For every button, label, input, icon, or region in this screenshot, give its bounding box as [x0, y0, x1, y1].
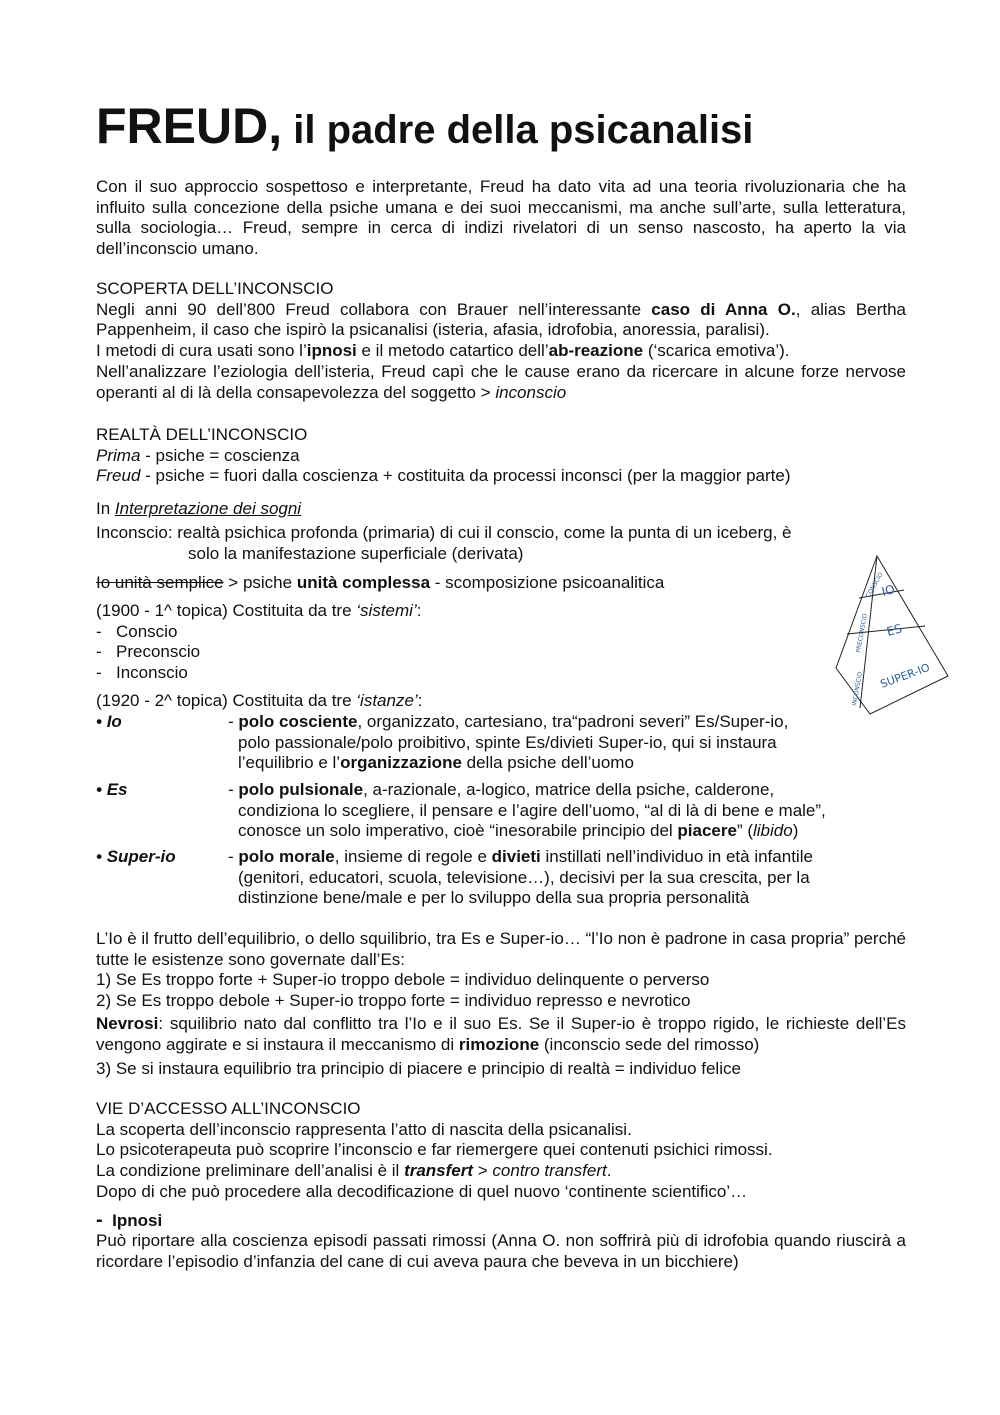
title-rest: il padre della psicanalisi — [282, 108, 754, 152]
scoperta-line-1: Negli anni 90 dell’800 Freud collabora con Brauer nell’interessante caso di Anna O., alias Bertha Pappenheim, il caso che ispirò la psicanalisi (isteria, afasia, idrofobia, anoressia, paralisi). — [96, 299, 906, 340]
section-heading: SCOPERTA DELL’INCONSCIO — [96, 279, 334, 298]
pyramid-side-conscio: CONSCIO — [864, 571, 885, 599]
interpretazione-line: In Interpretazione dei sogni — [96, 499, 302, 518]
title-main: FREUD, — [96, 98, 283, 154]
istanza-superio: • Super-io - polo morale, insieme di regole e divieti instillati nell’individuo in età infantile (genitori, educatori, scuola, televisione…), decisivi per la sua crescita, per la distinzione bene/male e per lo sviluppo della sua propria personalità — [96, 847, 813, 908]
istanza-es: • Es - polo pulsionale, a-razionale, a-logico, matrice della psiche, calderone, condiziona lo scegliere, il pensare e l’agire dell’uomo, “al di là di bene e male”, conosce un solo imperativo, cioè “inesorabile principio del piacere” (libido) — [96, 780, 826, 841]
pyramid-label-superio: SUPER-IO — [878, 660, 932, 691]
topica-1: (1900 - 1^ topica) Costituita da tre ‘sistemi’: - Conscio - Preconscio - Inconscio — [96, 601, 596, 684]
topica-2-line: (1920 - 2^ topica) Costituita da tre ‘istanze’: — [96, 691, 423, 710]
section-equilibrio: L’Io è il frutto dell’equilibrio, o dello squilibrio, tra Es e Super-io… “l’Io non è padrone in casa propria” perché tutte le esistenze sono governate dall’Es: 1) Se Es troppo forte + Super-io troppo debole = individuo delinquente o perverso 2) Se Es troppo debole + Super-io troppo forte = individuo represso e nevrotico — [96, 929, 906, 1011]
pyramid-label-io: IO — [880, 582, 897, 599]
section-heading: REALTÀ DELL’INCONSCIO — [96, 425, 308, 444]
psyche-pyramid-sketch — [830, 548, 955, 718]
intro-paragraph: Con il suo approccio sospettoso e interpretante, Freud ha dato vita ad una teoria rivoluzionaria che ha influito sulla concezione della psiche umana e dei suoi meccanismi, ma anche sull’arte, sulla letteratura, sulla sociologia… Freud, sempre in cerca di indizi rivelatori di un senso nascosto, ha aperto la via dell’inconscio umano. — [96, 177, 906, 259]
freud-line: Freud - psiche = fuori dalla coscienza + costituita da processi inconsci (per la maggior parte) — [96, 466, 791, 486]
list-item: - Conscio — [96, 621, 178, 641]
scoperta-line-3: Nell’analizzare l’eziologia dell’isteria, Freud capì che le cause erano da ricercare in alcune forze nervose operanti al di là della consapevolezza del soggetto > inconscio — [96, 361, 906, 402]
ipnosi-heading: - Ipnosi — [96, 1209, 163, 1231]
ipnosi-paragraph: Può riportare alla coscienza episodi passati rimossi (Anna O. non soffrirà più di idrofobia quando riuscirà a ricordare l’episodio d’infanzia del cane di cui aveva paura che beveva in un bicchiere) — [96, 1231, 906, 1271]
page-title — [96, 96, 753, 156]
section-scoperta — [96, 279, 906, 403]
list-item: - Inconscio — [96, 663, 188, 683]
inconscio-definition: Inconscio: realtà psichica profonda (primaria) di cui il conscio, come la punta di un iceberg, è solo la manifestazione superficiale (derivata) — [96, 523, 792, 563]
section-heading: VIE D’ACCESSO ALL’INCONSCIO — [96, 1099, 361, 1118]
list-item: - Preconscio — [96, 642, 201, 662]
nevrosi-paragraph: Nevrosi: squilibrio nato dal conflitto tra l’Io e il suo Es. Se il Super-io è troppo rigido, le richieste dell’Es vengono aggirate e si instaura il meccanismo di rimozione (inconscio sede del rimosso) — [96, 1014, 906, 1054]
pyramid-side-inconscio: INCONSCIO — [851, 671, 864, 707]
condition-3: 3) Se si instaura equilibrio tra principio di piacere e principio di realtà = individuo felice — [96, 1059, 741, 1078]
pyramid-side-preconscio: PRECONSCIO — [855, 613, 869, 654]
section-realta — [96, 425, 906, 487]
pyramid-label-es: ES — [885, 621, 904, 639]
istanza-io: • Io - polo cosciente, organizzato, cartesiano, tra“padroni severi” Es/Super-io, polo passionale/polo proibitivo, spinte Es/divieti Super-io, qui si instaura l’equilibrio e l’organizzazione della psiche dell’uomo — [96, 712, 789, 773]
unita-line: Io unità semplice > psiche unità complessa - scomposizione psicoanalitica — [96, 573, 665, 592]
scoperta-line-2: I metodi di cura usati sono l’ipnosi e il metodo catartico dell’ab-reazione (‘scarica emotiva’). — [96, 341, 790, 361]
section-vie: VIE D’ACCESSO ALL’INCONSCIO La scoperta dell’inconscio rappresenta l’atto di nascita della psicanalisi. Lo psicoterapeuta può scoprire l’inconscio e far riemergere quei contenuti psichici rimossi. La condizione preliminare dell’analisi è il transfert > contro transfert. Dopo di che può procedere alla decodificazione di quel nuovo ‘continente scientifico’… — [96, 1099, 906, 1203]
prima-line: Prima - psiche = coscienza — [96, 445, 300, 465]
